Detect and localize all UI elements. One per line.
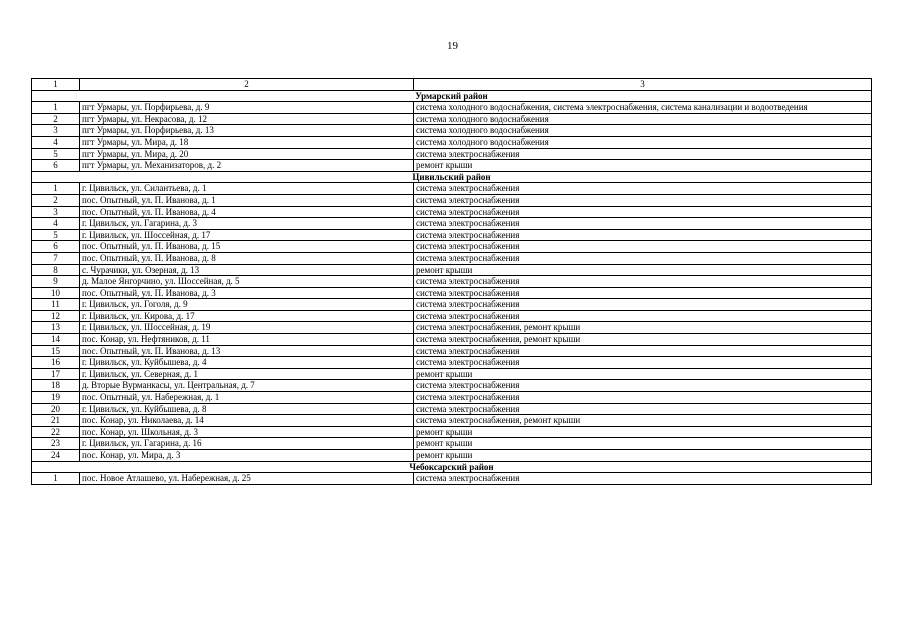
work-type-cell: система электроснабжения <box>414 392 872 404</box>
table-row <box>32 322 872 334</box>
address-cell: пгт Урмары, ул. Мира, д. 18 <box>80 136 414 148</box>
address-cell: пгт Урмары, ул. Порфирьева, д. 9 <box>80 102 414 114</box>
row-number-cell: 18 <box>32 380 80 392</box>
address-cell: пос. Конар, ул. Мира, д. 3 <box>80 450 414 462</box>
work-type-cell: ремонт крыши <box>414 264 872 276</box>
address-cell: пос. Новое Атлашево, ул. Набережная, д. 25 <box>80 473 414 485</box>
district-row <box>32 90 872 102</box>
table-row <box>32 102 872 114</box>
address-cell: пос. Опытный, ул. П. Иванова, д. 1 <box>80 194 414 206</box>
work-type-cell: система электроснабжения <box>414 252 872 264</box>
row-number-cell: 21 <box>32 415 80 427</box>
row-number-cell: 20 <box>32 403 80 415</box>
row-number-cell: 5 <box>32 148 80 160</box>
work-type-cell: система электроснабжения, ремонт крыши <box>414 415 872 427</box>
table-row <box>32 345 872 357</box>
table-row <box>32 450 872 462</box>
work-type-cell: система электроснабжения <box>414 287 872 299</box>
row-number-cell: 1 <box>32 183 80 195</box>
address-cell: д. Малое Янгорчино, ул. Шоссейная, д. 5 <box>80 276 414 288</box>
work-type-cell: ремонт крыши <box>414 160 872 172</box>
work-type-cell: система холодного водоснабжения <box>414 113 872 125</box>
table-row <box>32 252 872 264</box>
work-type-cell: система электроснабжения <box>414 357 872 369</box>
work-type-cell: система электроснабжения <box>414 299 872 311</box>
work-type-cell: ремонт крыши <box>414 450 872 462</box>
work-type-cell: система электроснабжения <box>414 206 872 218</box>
table-row <box>32 264 872 276</box>
address-cell: пгт Урмары, ул. Мира, д. 20 <box>80 148 414 160</box>
row-number-cell: 14 <box>32 334 80 346</box>
row-number-cell: 2 <box>32 113 80 125</box>
work-type-cell: система электроснабжения, ремонт крыши <box>414 322 872 334</box>
table-row <box>32 473 872 485</box>
district-name: Урмарский район <box>32 90 872 102</box>
address-cell: пос. Конар, ул. Школьная, д. 3 <box>80 426 414 438</box>
row-number-cell: 22 <box>32 426 80 438</box>
address-cell: с. Чурачики, ул. Озерная, д. 13 <box>80 264 414 276</box>
table-row <box>32 310 872 322</box>
table-row <box>32 276 872 288</box>
table-row <box>32 241 872 253</box>
table-row <box>32 194 872 206</box>
column-number-2: 2 <box>80 79 414 91</box>
row-number-cell: 6 <box>32 241 80 253</box>
row-number-cell: 5 <box>32 229 80 241</box>
table-row <box>32 136 872 148</box>
row-number-cell: 13 <box>32 322 80 334</box>
table-row <box>32 334 872 346</box>
row-number-cell: 8 <box>32 264 80 276</box>
row-number-cell: 17 <box>32 368 80 380</box>
row-number-cell: 23 <box>32 438 80 450</box>
work-type-cell: система электроснабжения <box>414 403 872 415</box>
work-type-cell: ремонт крыши <box>414 368 872 380</box>
table-row <box>32 438 872 450</box>
row-number-cell: 19 <box>32 392 80 404</box>
row-number-cell: 10 <box>32 287 80 299</box>
table-row <box>32 357 872 369</box>
address-cell: г. Цивильск, ул. Гагарина, д. 3 <box>80 218 414 230</box>
row-number-cell: 6 <box>32 160 80 172</box>
table-row <box>32 392 872 404</box>
address-table-body <box>32 79 872 485</box>
address-cell: пгт Урмары, ул. Механизаторов, д. 2 <box>80 160 414 172</box>
work-type-cell: система электроснабжения <box>414 183 872 195</box>
table-row <box>32 148 872 160</box>
table-row <box>32 125 872 137</box>
row-number-cell: 1 <box>32 473 80 485</box>
address-cell: пос. Опытный, ул. П. Иванова, д. 8 <box>80 252 414 264</box>
table-row <box>32 380 872 392</box>
row-number-cell: 4 <box>32 136 80 148</box>
address-cell: пос. Опытный, ул. П. Иванова, д. 13 <box>80 345 414 357</box>
address-cell: пос. Конар, ул. Николаева, д. 14 <box>80 415 414 427</box>
table-row <box>32 160 872 172</box>
address-cell: пос. Опытный, ул. П. Иванова, д. 4 <box>80 206 414 218</box>
address-cell: г. Цивильск, ул. Куйбышева, д. 4 <box>80 357 414 369</box>
address-cell: г. Цивильск, ул. Куйбышева, д. 8 <box>80 403 414 415</box>
work-type-cell: система электроснабжения <box>414 380 872 392</box>
address-cell: г. Цивильск, ул. Шоссейная, д. 17 <box>80 229 414 241</box>
row-number-cell: 9 <box>32 276 80 288</box>
work-type-cell: система холодного водоснабжения <box>414 125 872 137</box>
work-type-cell: система электроснабжения <box>414 241 872 253</box>
work-type-cell: система электроснабжения <box>414 345 872 357</box>
work-type-cell: система электроснабжения, ремонт крыши <box>414 334 872 346</box>
row-number-cell: 4 <box>32 218 80 230</box>
district-name: Чебоксарский район <box>32 461 872 473</box>
row-number-cell: 16 <box>32 357 80 369</box>
work-type-cell: система электроснабжения <box>414 229 872 241</box>
work-type-cell: ремонт крыши <box>414 426 872 438</box>
work-type-cell: система электроснабжения <box>414 310 872 322</box>
row-number-cell: 7 <box>32 252 80 264</box>
table-row <box>32 218 872 230</box>
table-row <box>32 368 872 380</box>
page-number: 19 <box>447 40 458 52</box>
table-row <box>32 415 872 427</box>
work-type-cell: система электроснабжения <box>414 473 872 485</box>
address-cell: пос. Опытный, ул. П. Иванова, д. 3 <box>80 287 414 299</box>
address-cell: г. Цивильск, ул. Силантьева, д. 1 <box>80 183 414 195</box>
address-cell: г. Цивильск, ул. Кирова, д. 17 <box>80 310 414 322</box>
row-number-cell: 2 <box>32 194 80 206</box>
table-row <box>32 287 872 299</box>
row-number-cell: 24 <box>32 450 80 462</box>
column-number-3: 3 <box>414 79 872 91</box>
work-type-cell: система электроснабжения <box>414 276 872 288</box>
row-number-cell: 12 <box>32 310 80 322</box>
table-row <box>32 206 872 218</box>
work-type-cell: система холодного водоснабжения <box>414 136 872 148</box>
row-number-cell: 11 <box>32 299 80 311</box>
district-name: Цивильский район <box>32 171 872 183</box>
address-cell: пос. Опытный, ул. П. Иванова, д. 15 <box>80 241 414 253</box>
table-row <box>32 426 872 438</box>
work-type-cell: система холодного водоснабжения, система электроснабжения, система канализации и водоотведения <box>414 102 872 114</box>
district-row <box>32 171 872 183</box>
table-row <box>32 229 872 241</box>
address-table <box>31 78 872 485</box>
address-cell: пос. Опытный, ул. Набережная, д. 1 <box>80 392 414 404</box>
column-number-1: 1 <box>32 79 80 91</box>
column-number-row <box>32 79 872 91</box>
district-row <box>32 461 872 473</box>
row-number-cell: 15 <box>32 345 80 357</box>
table-row <box>32 113 872 125</box>
address-cell: г. Цивильск, ул. Шоссейная, д. 19 <box>80 322 414 334</box>
address-cell: г. Цивильск, ул. Северная, д. 1 <box>80 368 414 380</box>
row-number-cell: 1 <box>32 102 80 114</box>
row-number-cell: 3 <box>32 206 80 218</box>
address-cell: пгт Урмары, ул. Порфирьева, д. 13 <box>80 125 414 137</box>
address-cell: пос. Конар, ул. Нефтяников, д. 11 <box>80 334 414 346</box>
address-cell: г. Цивильск, ул. Гагарина, д. 16 <box>80 438 414 450</box>
address-cell: пгт Урмары, ул. Некрасова, д. 12 <box>80 113 414 125</box>
work-type-cell: система электроснабжения <box>414 218 872 230</box>
row-number-cell: 3 <box>32 125 80 137</box>
address-cell: д. Вторые Вурманкасы, ул. Центральная, д. 7 <box>80 380 414 392</box>
address-cell: г. Цивильск, ул. Гоголя, д. 9 <box>80 299 414 311</box>
work-type-cell: ремонт крыши <box>414 438 872 450</box>
work-type-cell: система электроснабжения <box>414 194 872 206</box>
table-row <box>32 299 872 311</box>
work-type-cell: система электроснабжения <box>414 148 872 160</box>
table-row <box>32 403 872 415</box>
table-row <box>32 183 872 195</box>
